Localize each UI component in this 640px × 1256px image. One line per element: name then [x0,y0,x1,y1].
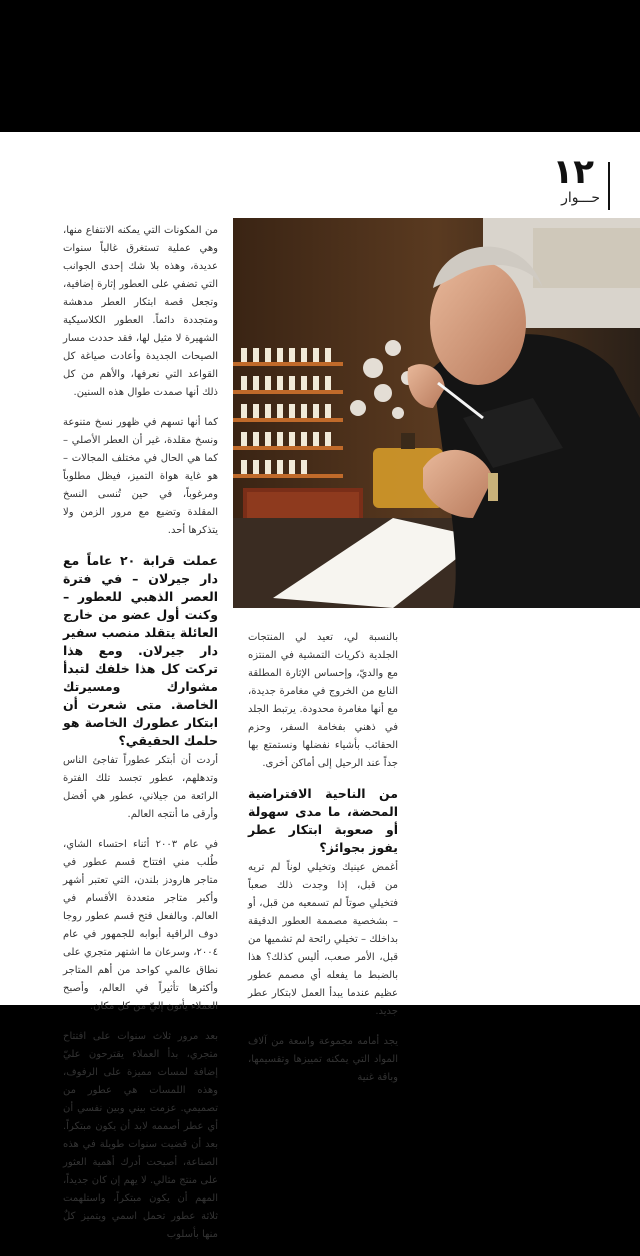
interview-answer: أردت أن أبتكر عطوراً تفاجئ الناس وتدهلهم، عطور تجسد تلك الفترة الرائعة من جيلاني، عطور هي أفضل وأرقى ما أنتجه العالم. [63,755,218,820]
page-header [550,152,610,214]
section-label: حـــوار [561,190,600,206]
paragraph: بعد مرور ثلاث سنوات على افتتاح متجري، بدأ العملاء يقترحون عليّ إضافة لمسات مميزة على الرفوف، وهذه اللمسات هي عطور من تصميمي. عزمت بيني وبين نفسي أن أي عطر أصممه لابد أن يكون مبتكراً. بعد أن قضيت سنوات طويلة في هذه الصناعة، أصبحت أدرك أهمية العثور على منتج مثالي. لا يهم إن كان جديداً، المهم أن يكون مبتكراً، واستلهمت ثلاثة عطور تحمل اسمي ويتميز كلٌ منها بأسلوب [63,1031,218,1240]
header-divider [608,162,610,210]
magazine-page [0,132,640,1240]
interview-question: من الناحية الافتراضية المحضة، ما مدى سهولة أو صعوبة ابتكار عطر يفوز بجوائز؟ [248,786,398,855]
perfumer-illustration [233,218,640,608]
page-number: ١٢ [552,152,594,192]
paragraph: في عام ٢٠٠٣ أثناء احتساء الشاي، طُلب مني افتتاح قسم عطور في متاجر هارودز بلندن، التي تعتبر أشهر وأكبر متاجر متعددة الأقسام في العالم. وبالفعل فتح قسم عطور روجا دوف الراقية أبوابه للجمهور في عام ٢٠٠٤، وسرعان ما اشتهر متجري على نطاق عالمي كواحد من أهم المتاجر وأكثرها تأثيراً في العالم، وأصبح العملاء يأتون إليّ من كل مكان. [63,839,218,1012]
paragraph: من المكونات التي يمكنه الانتفاع منها، وهي عملية تستغرق غالباً سنوات عديدة، وهذه بلا شك إحدى الجوانب التي تضفي على العطور إثارة إضافية، وتجعل قصة ابتكار العطر مدهشة ومتجددة دائماً. العطور الكلاسيكية الشهيرة لا مثيل لها، فقد حددت مسار الصيحات الجديدة وأعادت صياغة كل القواعد التي نعرفها، والأهم من كل ذلك أنها صمدت طوال هذه السنين. [63,225,218,398]
paragraph: كما أنها تسهم في ظهور نسخ متنوعة ونسخ مقلدة، غير أن العطر الأصلي – كما هي الحال في مختلف المجالات – هو غاية هواة التميز، فيظل مطلوباً ومرغوباً، في حين تُنسى النسخ المقلدة وتضيع مع مرور الزمن ولا يتذكرها أحد. [63,417,218,536]
paragraph: يجد أمامه مجموعة واسعة من آلاف المواد التي يمكنه تمييزها وتقسيمها، وباقة غنية [248,1036,398,1083]
article-column-right [63,222,218,1256]
perfumer-photo [233,218,640,608]
interview-answer: أغمض عينيك وتخيلي لوناً لم تريه من قبل، إذا وجدت ذلك صعباً فتخيلي صوتاً لم تسمعيه من قبل، أو – بشخصية مصممة العطور الدقيقة بداخلك – تخيلي رائحة لم تشميها من قبل، الأمر صعب، أليس كذلك؟ هذا بالضبط ما يفعله أي مصمم عطور عظيم عندما يبدأ العمل لابتكار عطر جديد. [248,862,398,1017]
interview-question: عملت قرابة ٢٠ عاماً مع دار جيرلان – في فترة العصر الذهبي للعطور – وكنت أول عضو من خارج العائلة يتقلد منصب سفير دار جيرلان. ومع هذا تركت كل هذا خلفك لتبدأ مشوارك ومسيرتك الخاصة. متى شعرت أن ابتكار عطورك الخاصة هو حلمك الحقيقي؟ [63,553,218,748]
paragraph: بالنسبة لي، تعيد لي المنتجات الجلدية ذكريات التمشية في المنتزه مع والديّ، وإحساس الإثارة المطلقة النابع من الخروج في مغامرة جديدة، مع أنها مغامرة محدودة. يرتبط الجلد في ذهني بفخامة السفر، وحزم الحقائب بأشياء نفضلها ونستمتع بها جداً عند الرحيل إلى أماكن أخرى. [248,632,398,769]
article-column-left [248,629,398,1099]
